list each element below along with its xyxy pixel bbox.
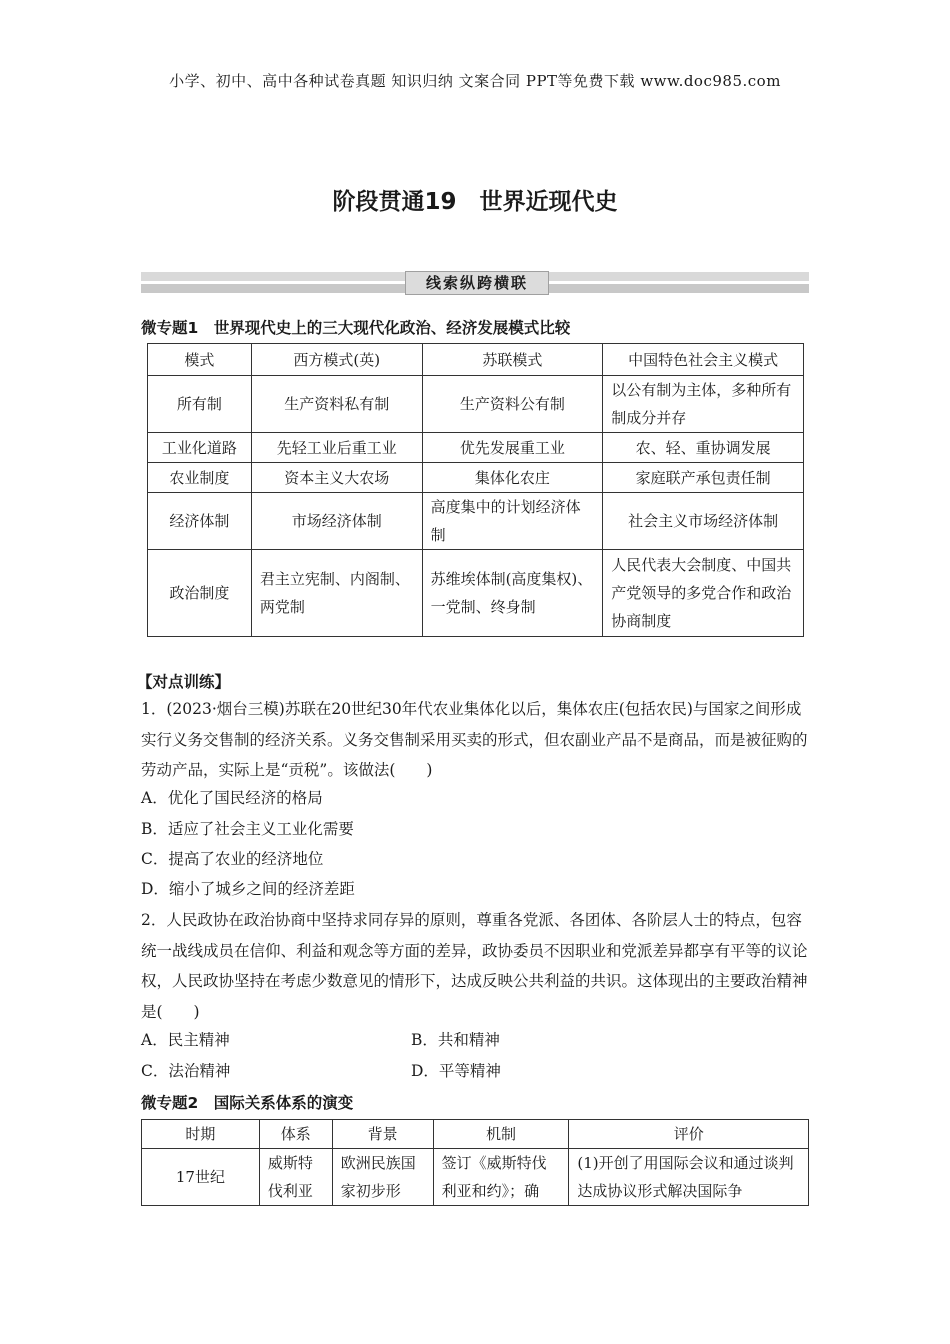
table-cell: 签订《威斯特伐利亚和约》；确 [433, 1149, 569, 1206]
section-band [141, 268, 809, 296]
table-cell: 以公有制为主体，多种所有制成分并存 [603, 376, 804, 433]
international-relations-table [141, 1119, 809, 1206]
table-header-cell: 苏联模式 [422, 344, 603, 376]
table-cell: 君主立宪制、内阁制、两党制 [251, 550, 422, 637]
table-header-cell: 西方模式(英) [251, 344, 422, 376]
table-cell: 集体化农庄 [422, 463, 603, 493]
question-2-option-b: B．共和精神 [411, 1031, 500, 1049]
table-cell: 生产资料公有制 [422, 376, 603, 433]
question-1-option-c: C．提高了农业的经济地位 [141, 850, 324, 868]
question-1-option-b: B．适应了社会主义工业化需要 [141, 820, 354, 838]
table-row [148, 433, 804, 463]
table-header-cell: 评价 [569, 1120, 809, 1149]
table-header-cell: 时期 [142, 1120, 260, 1149]
table-row [142, 1149, 809, 1206]
table-cell: 17世纪 [142, 1149, 260, 1206]
table-row [148, 463, 804, 493]
table-header-row [142, 1120, 809, 1149]
table-header-cell: 机制 [433, 1120, 569, 1149]
table-header-cell: 体系 [259, 1120, 332, 1149]
question-1-option-d: D．缩小了城乡之间的经济差距 [141, 880, 355, 898]
band-label: 线索纵跨横联 [405, 271, 549, 295]
page-header: 小学、初中、高中各种试卷真题 知识归纳 文案合同 PPT等免费下载 www.doc985.com [169, 72, 781, 90]
table-header-row [148, 344, 804, 376]
table-cell: 生产资料私有制 [251, 376, 422, 433]
table-cell: 农、轻、重协调发展 [603, 433, 804, 463]
topic1-heading: 微专题1 世界现代史上的三大现代化政治、经济发展模式比较 [141, 319, 571, 337]
table-header-cell: 中国特色社会主义模式 [603, 344, 804, 376]
table-cell: 市场经济体制 [251, 493, 422, 550]
table-cell: 优先发展重工业 [422, 433, 603, 463]
table-header-cell: 背景 [332, 1120, 433, 1149]
training-label: 【对点训练】 [137, 673, 231, 691]
table-cell: 先轻工业后重工业 [251, 433, 422, 463]
table-cell: 苏维埃体制(高度集权)、一党制、终身制 [422, 550, 603, 637]
question-1-stem: 1．(2023·烟台三模)苏联在20世纪30年代农业集体化以后，集体农庄(包括农民)与国家之间形成实行义务交售制的经济关系。义务交售制采用买卖的形式，但农副业产品不是商品，而是被征购的劳动产品，实际上是“贡税”。该做法( ) [141, 700, 808, 779]
question-2-option-d: D．平等精神 [411, 1062, 501, 1080]
table-cell: 高度集中的计划经济体制 [422, 493, 603, 550]
table-cell: 家庭联产承包责任制 [603, 463, 804, 493]
topic2-heading: 微专题2 国际关系体系的演变 [141, 1094, 354, 1112]
table-cell: 经济体制 [148, 493, 252, 550]
question-2-option-c: C．法治精神 [141, 1062, 231, 1080]
table-cell: 人民代表大会制度、中国共产党领导的多党合作和政治协商制度 [603, 550, 804, 637]
table-cell: 农业制度 [148, 463, 252, 493]
table-cell: (1)开创了用国际会议和通过谈判达成协议形式解决国际争 [569, 1149, 809, 1206]
table-cell: 政治制度 [148, 550, 252, 637]
table-row [148, 493, 804, 550]
table-cell: 欧洲民族国家初步形 [332, 1149, 433, 1206]
question-2-option-a: A．民主精神 [141, 1031, 230, 1049]
question-1-option-a: A．优化了国民经济的格局 [141, 789, 323, 807]
table-row [148, 376, 804, 433]
table-cell: 社会主义市场经济体制 [603, 493, 804, 550]
table-header-cell: 模式 [148, 344, 252, 376]
table-cell: 所有制 [148, 376, 252, 433]
page-title: 阶段贯通19 世界近现代史 [332, 189, 618, 215]
table-row [148, 550, 804, 637]
question-2-stem: 2．人民政协在政治协商中坚持求同存异的原则，尊重各党派、各团体、各阶层人士的特点，包容统一战线成员在信仰、利益和观念等方面的差异，政协委员不因职业和党派差异都享有平等的议论权，人民政协坚持在考虑少数意见的情形下，达成反映公共利益的共识。这体现出的主要政治精神是( ) [141, 911, 808, 1021]
model-comparison-table [147, 343, 804, 637]
table-cell: 资本主义大农场 [251, 463, 422, 493]
table-cell: 工业化道路 [148, 433, 252, 463]
table-cell: 威斯特伐利亚 [259, 1149, 332, 1206]
